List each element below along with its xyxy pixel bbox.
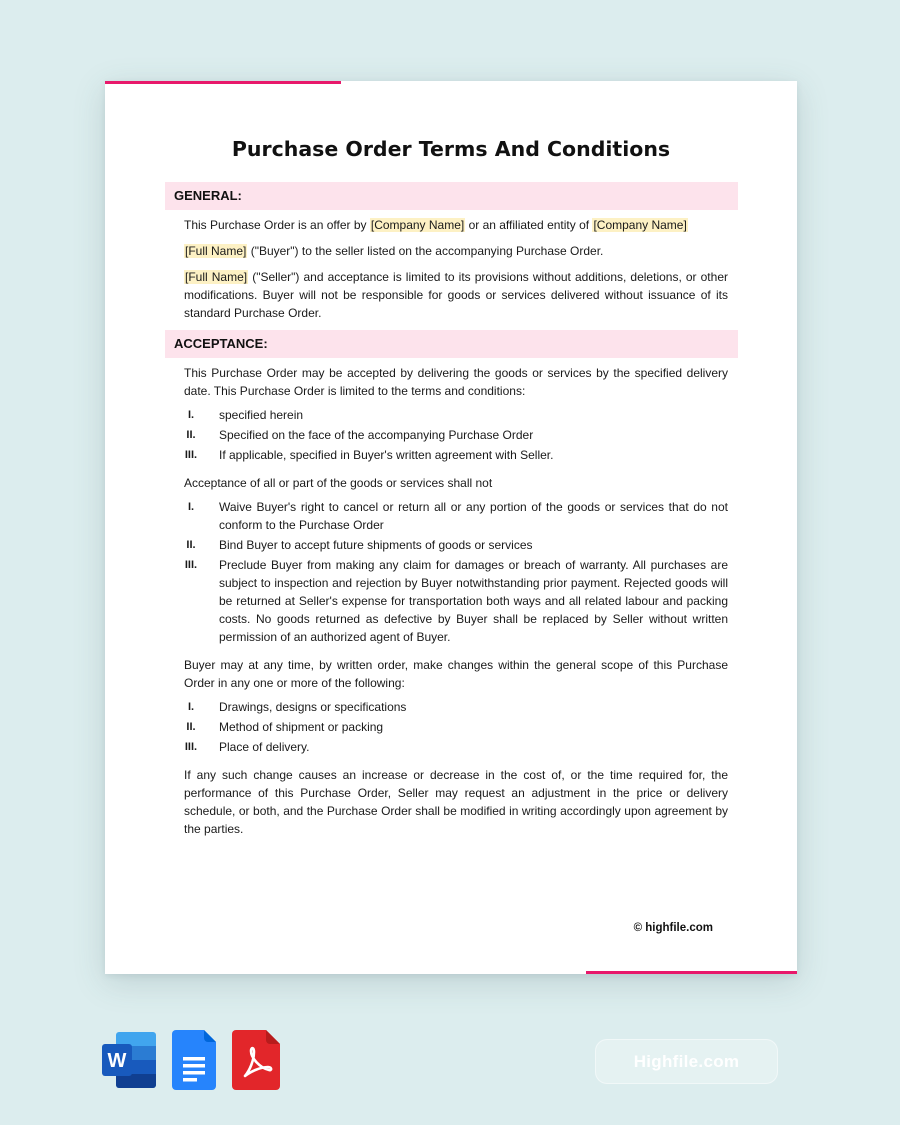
text-span: This Purchase Order is an offer by: [184, 218, 370, 232]
list-item-text: Drawings, designs or specifications: [219, 700, 407, 714]
acceptance-closing: If any such change causes an increase or decrease in the cost of, or the time required for, the performance of this Purchase Order, Seller may request an adjustment in the price or delivery schedule, or both, and the Purchase Order shall be modified in writing accordingly upon agreement by the parties.: [184, 768, 728, 836]
copyright-text: © highfile.com: [633, 922, 713, 934]
acceptance-intro-3: Buyer may at any time, by written order, make changes within the general scope of this Purchase Order in any one or more of the following:: [184, 658, 728, 690]
acceptance-intro: This Purchase Order may be accepted by delivering the goods or services by the specified delivery date. This Purchase Order is limited to the terms and conditions:: [184, 366, 728, 398]
document-page: [105, 81, 797, 974]
acceptance-list-2: [184, 498, 728, 646]
placeholder-company-name: [Company Name]: [370, 218, 465, 232]
list-item-number: II.: [186, 721, 196, 733]
list-item-number: II.: [186, 429, 196, 441]
general-paragraph-3: [184, 260, 728, 322]
list-item-text: Method of shipment or packing: [219, 720, 384, 734]
placeholder-company-name: [Company Name]: [593, 218, 687, 232]
acceptance-intro-2: Acceptance of all or part of the goods or services shall not: [184, 476, 493, 490]
list-item-text: Specified on the face of the accompanying Purchase Order: [219, 428, 534, 442]
text-span: ("Buyer") to the seller listed on the accompanying Purchase Order.: [247, 244, 604, 258]
list-item-text: Bind Buyer to accept future shipments of goods or services: [219, 538, 533, 552]
general-paragraph-1: [184, 210, 728, 234]
bottom-accent-bar: [586, 971, 797, 974]
list-item-number: II.: [186, 539, 196, 551]
list-item: [184, 498, 728, 534]
list-item-number: I.: [187, 501, 195, 513]
list-item-text: Preclude Buyer from making any claim for damages or breach of warranty. All purchases are subject to inspection and rejection by Buyer notwithstanding prior payment. Rejected goods will be returned at Seller's expense for transportation both ways and all related labour and packing costs. No goods returned as defective by Buyer shall be replaced by Seller without written permission of an authorized agent of Buyer.: [219, 558, 728, 644]
list-item-text: If applicable, specified in Buyer's written agreement with Seller.: [219, 448, 554, 462]
highfile-brand-button[interactable]: Highfile.com: [595, 1039, 778, 1084]
list-item: [184, 446, 728, 464]
pdf-icon[interactable]: [232, 1030, 280, 1090]
google-docs-icon[interactable]: [172, 1030, 218, 1090]
list-item: [184, 556, 728, 646]
list-item-number: I.: [187, 409, 195, 421]
list-item-text: Waive Buyer's right to cancel or return all or any portion of the goods or services that do not conform to the Purchase Order: [219, 500, 728, 532]
list-item: [184, 426, 728, 444]
word-icon[interactable]: [100, 1030, 158, 1090]
list-item: [184, 406, 728, 424]
document-body: [175, 182, 728, 838]
svg-text:W: W: [107, 1050, 127, 1072]
list-item-number: I.: [187, 701, 195, 713]
top-accent-bar: [105, 81, 341, 84]
section-heading-acceptance: ACCEPTANCE:: [165, 330, 738, 358]
text-span: or an affiliated entity of: [465, 218, 593, 232]
list-item-number: III.: [184, 741, 198, 753]
placeholder-full-name: [Full Name]: [185, 270, 248, 284]
placeholder-full-name: [Full Name]: [185, 244, 247, 258]
list-item: [184, 718, 728, 736]
section-heading-general: GENERAL:: [165, 182, 738, 210]
text-span: ("Seller") and acceptance is limited to its provisions without additions, deletions, or other modifications. Buyer will not be responsible for goods or services delivered without issuance of its standard Purchase Order.: [184, 270, 728, 320]
list-item: [184, 738, 728, 756]
list-item-text: Place of delivery.: [219, 740, 310, 754]
list-item-number: III.: [184, 449, 198, 461]
list-item-number: III.: [184, 559, 198, 571]
acceptance-list-3: [184, 698, 728, 756]
acceptance-list-1: [184, 406, 728, 464]
document-title: Purchase Order Terms And Conditions: [231, 137, 671, 161]
list-item: [184, 698, 728, 716]
list-item: [184, 536, 728, 554]
list-item-text: specified herein: [219, 408, 304, 422]
general-paragraph-2: [184, 234, 728, 260]
